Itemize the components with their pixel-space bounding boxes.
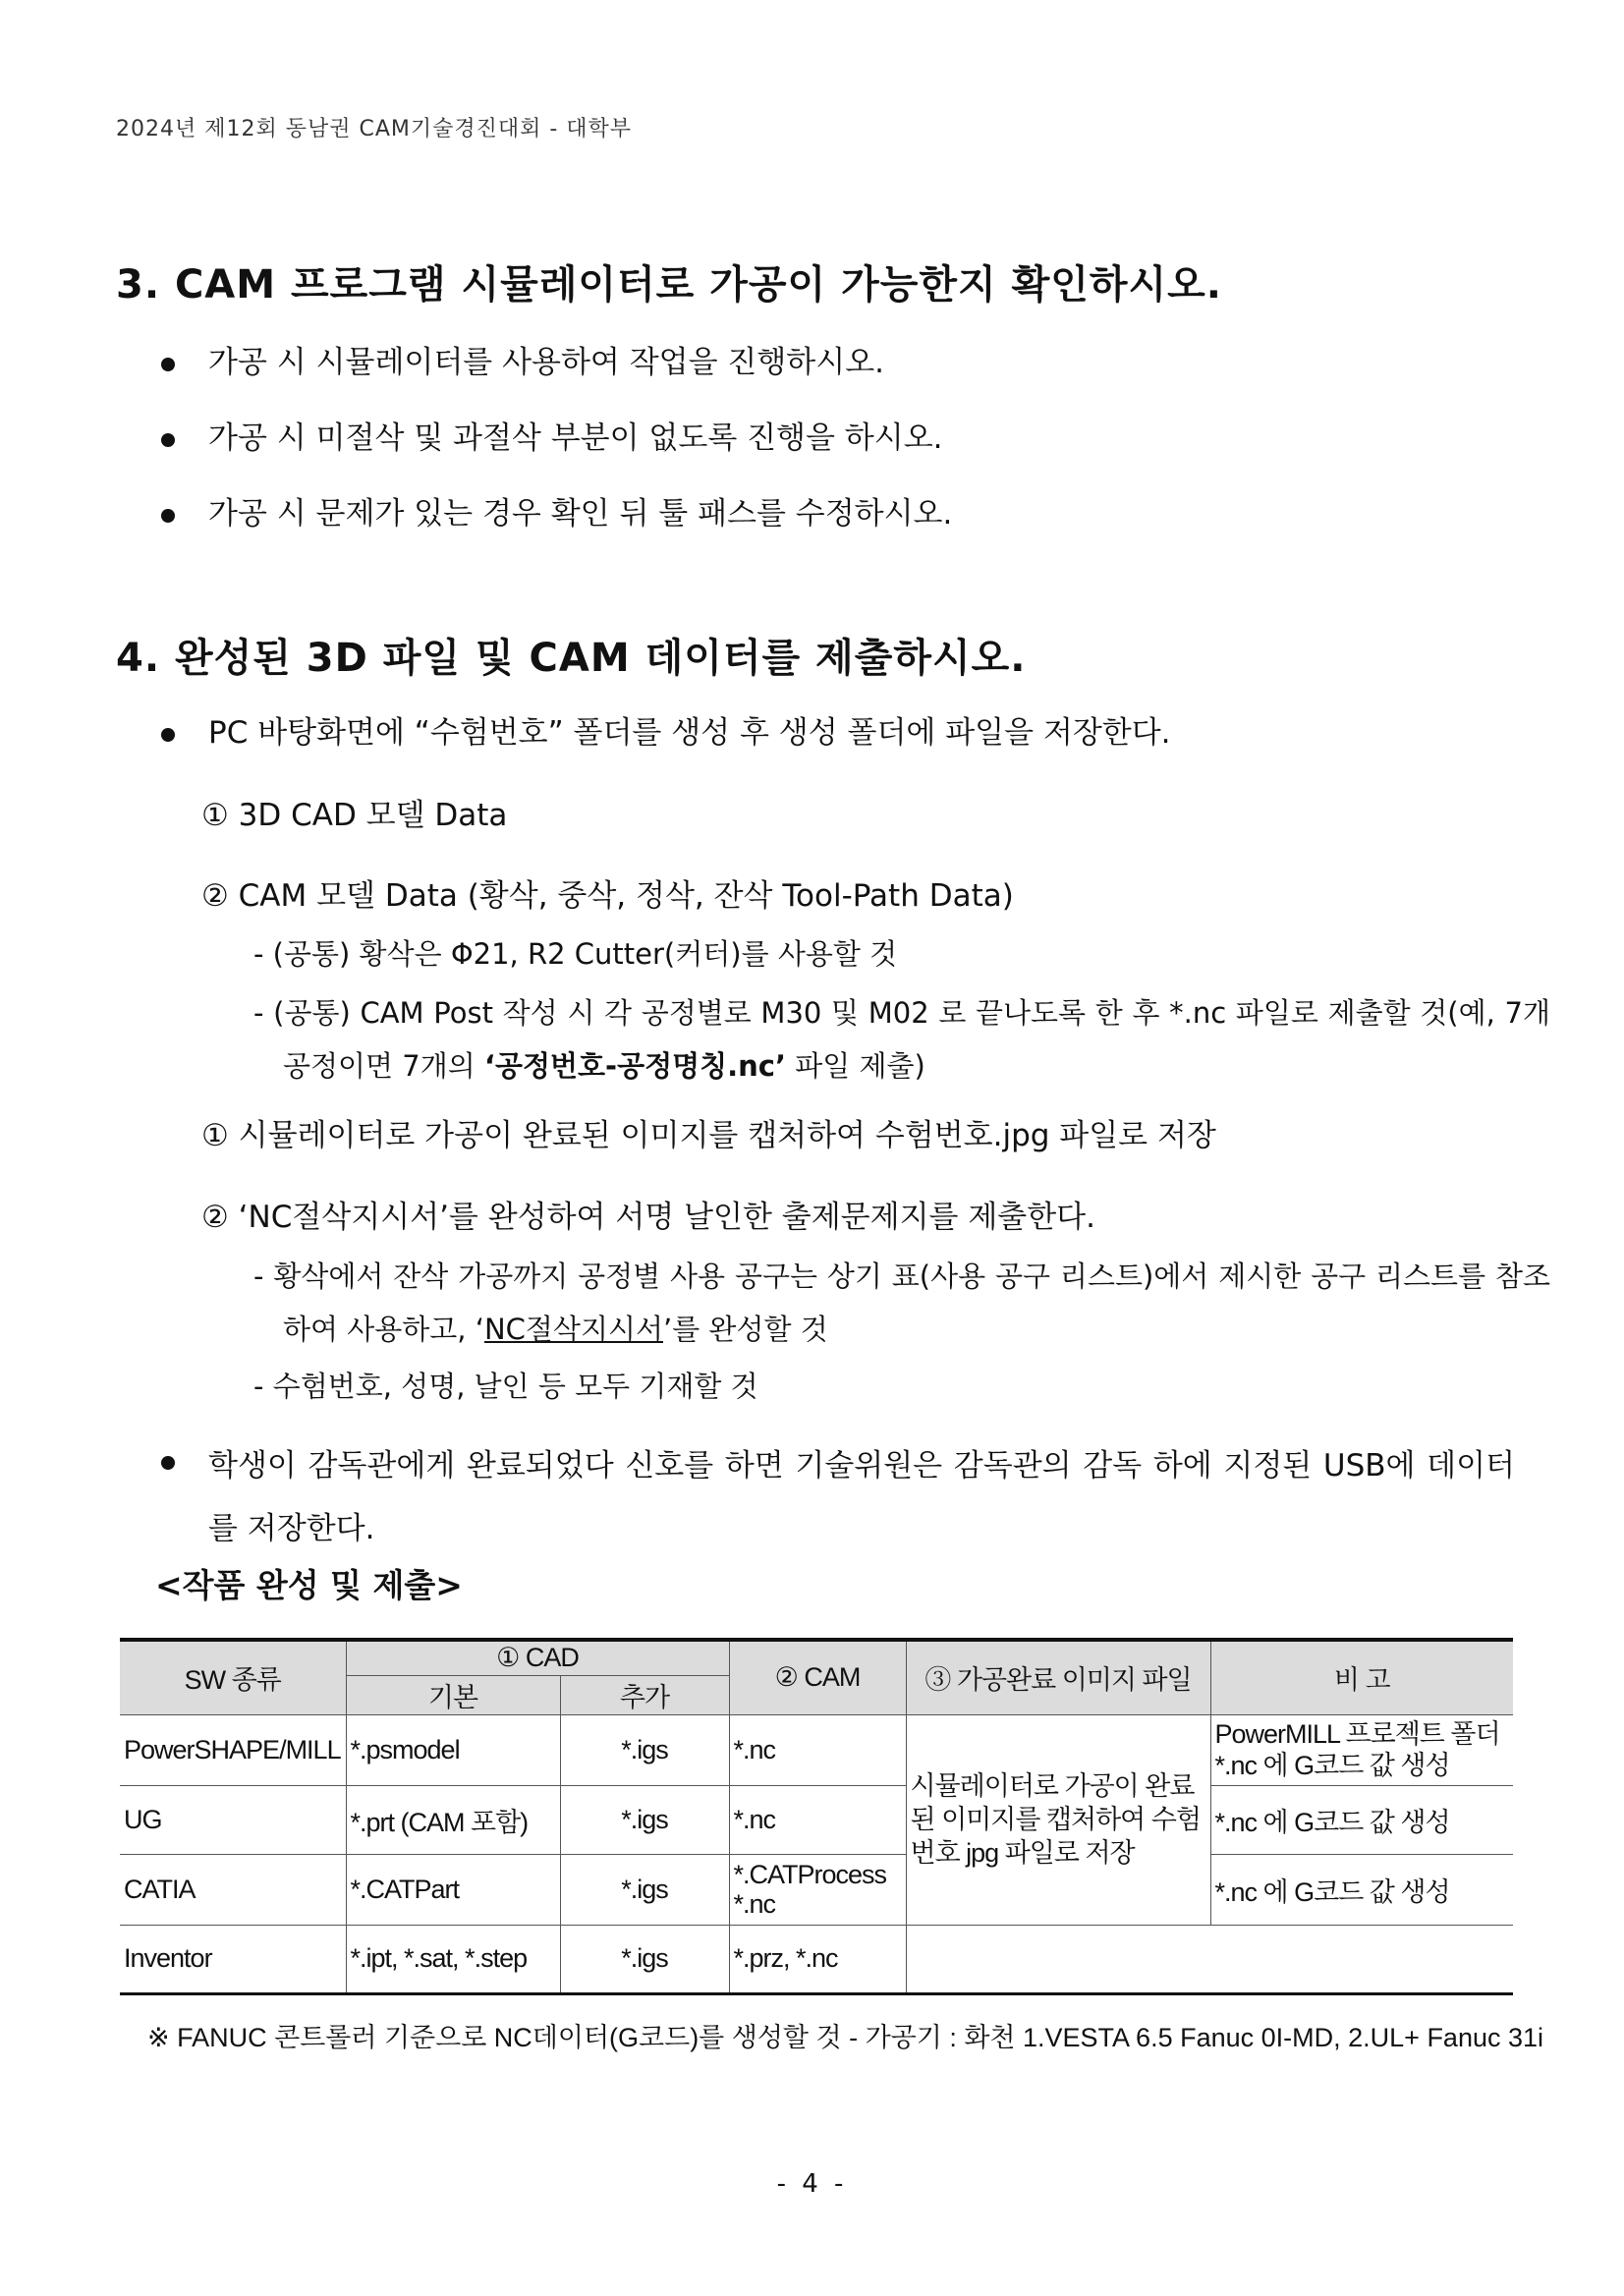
bullet-dot [161, 509, 175, 523]
cell-basic: *.psmodel [346, 1714, 560, 1785]
cell-extra: *.igs [560, 1925, 729, 1993]
cell-extra: *.igs [560, 1714, 729, 1785]
section-4-bullet-usb: 학생이 감독관에게 완료되었다 신호를 하면 기술위원은 감독관의 감독 하에 지정된 USB에 데이터를 저장한다. [208, 1448, 1515, 1546]
item-cam-data: ② CAM 모델 Data (황삭, 중삭, 정삭, 잔삭 Tool-Path Data) [201, 878, 1014, 914]
item-3d-cad: ① 3D CAD 모델 Data [201, 798, 508, 833]
cell-sw: Inventor [120, 1925, 346, 1993]
file-name-format: ‘공정번호-공정명칭.nc’ [483, 1049, 787, 1083]
section-4-title: 4. 완성된 3D 파일 및 CAM 데이터를 제출하시오. [116, 636, 1027, 681]
item-cam-sub-cutter: - (공통) 황삭은 Φ21, R2 Cutter(커터)를 사용할 것 [253, 937, 898, 971]
cell-note: PowerMILL 프로젝트 폴더 *.nc 에 G코드 값 생성 [1210, 1714, 1513, 1785]
page-number: - 4 - [776, 2169, 848, 2199]
bullet-dot [161, 728, 175, 742]
bullet-dot [161, 1456, 175, 1470]
bullet-dot [161, 433, 175, 447]
cell-extra: *.igs [560, 1785, 729, 1854]
header-cad-extra: 추가 [560, 1675, 729, 1714]
page-header: 2024년 제12회 동남권 CAM기술경진대회 - 대학부 [116, 117, 633, 141]
section-3-title: 3. CAM 프로그램 시뮬레이터로 가공이 가능한지 확인하시오. [116, 262, 1222, 308]
item-nc-instruction: ② ‘NC절삭지시서’를 완성하여 서명 날인한 출제문제지를 제출한다. [201, 1200, 1095, 1235]
cell-cam: *.nc [729, 1714, 906, 1785]
cell-basic: *.ipt, *.sat, *.step [346, 1925, 560, 1993]
table-row [120, 1925, 1513, 1993]
header-image: ③ 가공완료 이미지 파일 [906, 1640, 1210, 1714]
cell-cam: *.prz, *.nc [729, 1925, 906, 1993]
section-3-bullet: 가공 시 미절삭 및 과절삭 부분이 없도록 진행을 하시오. [208, 420, 943, 456]
cell-note [906, 1925, 1210, 1993]
cell-sw: PowerSHAPE/MILL [120, 1714, 346, 1785]
header-sw: SW 종류 [120, 1640, 346, 1714]
cell-sw: UG [120, 1785, 346, 1854]
section-3-bullet: 가공 시 문제가 있는 경우 확인 뒤 툴 패스를 수정하시오. [208, 496, 953, 532]
cell-basic: *.CATPart [346, 1854, 560, 1925]
bullet-dot [161, 358, 175, 371]
cell-cam: *.CATProcess *.nc [729, 1854, 906, 1925]
cell-extra: *.igs [560, 1854, 729, 1925]
table-caption: <작품 완성 및 제출> [155, 1566, 463, 1604]
item-cam-sub-post: - (공통) CAM Post 작성 시 각 공정별로 M30 및 M02 로 끝나도록 한 후 *.nc 파일로 제출할 것(예, 7개 공정이면 7개의 ‘공정번호-공정명칭.nc’ 파일 제출) [253, 996, 1550, 1083]
table-row [120, 1785, 1513, 1854]
header-cam: ② CAM [729, 1640, 906, 1714]
table-row [120, 1714, 1513, 1785]
section-3-bullet: 가공 시 시뮬레이터를 사용하여 작업을 진행하시오. [208, 345, 884, 380]
nc-instruction-link-text: NC절삭지시서 [483, 1313, 663, 1346]
cell-basic: *.prt (CAM 포함) [346, 1785, 560, 1854]
section-4-bullet-folder: PC 바탕화면에 “수험번호” 폴더를 생성 후 생성 폴더에 파일을 저장한다. [208, 715, 1171, 751]
item-nc-sub-sign: - 수험번호, 성명, 날인 등 모두 기재할 것 [253, 1370, 758, 1403]
header-note: 비 고 [1210, 1640, 1513, 1714]
table-row [120, 1854, 1513, 1925]
item-simulator-image: ① 시뮬레이터로 가공이 완료된 이미지를 캡처하여 수험번호.jpg 파일로 저장 [201, 1118, 1216, 1153]
cell-note: *.nc 에 G코드 값 생성 [1210, 1854, 1513, 1925]
header-cad: ① CAD [346, 1640, 729, 1675]
header-cad-basic: 기본 [346, 1675, 560, 1714]
fanuc-note: ※ FANUC 콘트롤러 기준으로 NC데이터(G코드)를 생성할 것 - 가공기 : 화천 1.VESTA 6.5 Fanuc 0I-MD, 2.UL+ Fanuc 31i [147, 2023, 1544, 2052]
cell-note: *.nc 에 G코드 값 생성 [1210, 1785, 1513, 1854]
submission-table [120, 1638, 1513, 1995]
cell-cam: *.nc [729, 1785, 906, 1854]
item-nc-sub-tools: - 황삭에서 잔삭 가공까지 공정별 사용 공구는 상기 표(사용 공구 리스트)에서 제시한 공구 리스트를 참조하여 사용하고, ‘NC절삭지시서’를 완성할 것 [253, 1260, 1550, 1346]
cell-image-instruction: 시뮬레이터로 가공이 완료된 이미지를 캡처하여 수험번호 jpg 파일로 저장 [906, 1714, 1210, 1925]
cell-sw: CATIA [120, 1854, 346, 1925]
